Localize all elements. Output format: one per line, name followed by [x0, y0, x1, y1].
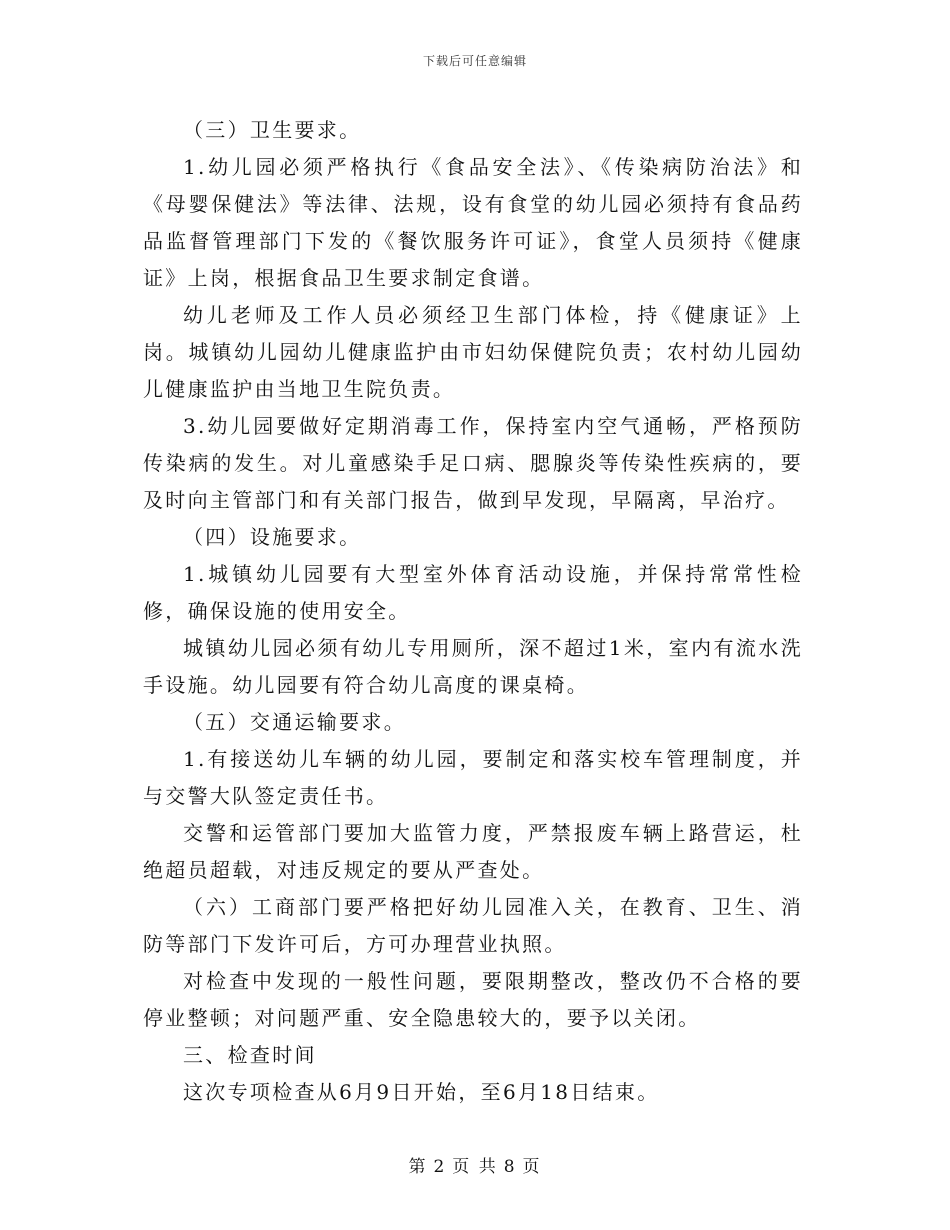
footer-prefix: 第 — [408, 1157, 428, 1177]
paragraph-transport-heading: （五）交通运输要求。 — [183, 710, 406, 734]
paragraph-facilities-heading: （四）设施要求。 — [183, 525, 362, 549]
paragraph-transport-2: 交警和运管部门要加大监管力度，严禁报废车辆上路营运，杜绝超员超载，对违反规定的要从严查处。 — [143, 821, 803, 882]
paragraph-schedule: 这次专项检查从6月9日开始，至6月18日结束。 — [183, 1080, 660, 1104]
paragraph-sanitation-2: 幼儿老师及工作人员必须经卫生部门体检，持《健康证》上岗。城镇幼儿园幼儿健康监护由市妇幼保健院负责；农村幼儿园幼儿健康监护由当地卫生院负责。 — [143, 303, 803, 401]
paragraph-sanitation-heading: （三）卫生要求。 — [183, 118, 362, 142]
footer-suffix: 页 — [522, 1157, 542, 1177]
paragraph-facilities-1: 1.城镇幼儿园要有大型室外体育活动设施，并保持常常性检修，确保设施的使用安全。 — [143, 562, 803, 623]
paragraph-rectification: 对检查中发现的一般性问题，要限期整改，整改仍不合格的要停业整顿；对问题严重、安全隐患较大的，要予以关闭。 — [143, 969, 803, 1030]
paragraph-schedule-heading: 三、检查时间 — [183, 1043, 317, 1067]
footer-total-pages: 8 — [503, 1157, 517, 1177]
footer-middle: 页 共 — [452, 1157, 498, 1177]
document-body — [143, 112, 803, 1111]
paragraph-sanitation-3: 3.幼儿园要做好定期消毒工作，保持室内空气通畅，严格预防传染病的发生。对儿童感染手足口病、腮腺炎等传染性疾病的，要及时向主管部门和有关部门报告，做到早发现，早隔离，早治疗。 — [143, 414, 803, 512]
paragraph-commerce: （六）工商部门要严格把好幼儿园准入关，在教育、卫生、消防等部门下发许可后，方可办理营业执照。 — [143, 895, 803, 956]
header-note: 下载后可任意编辑 — [422, 54, 527, 68]
paragraph-sanitation-1: 1.幼儿园必须严格执行《食品安全法》、《传染病防治法》和《母婴保健法》等法律、法规，设有食堂的幼儿园必须持有食品药品监督管理部门下发的《餐饮服务许可证》，食堂人员须持《健康证》上岗，根据食品卫生要求制定食谱。 — [143, 155, 803, 290]
footer-page-number: 2 — [433, 1157, 447, 1177]
paragraph-transport-1: 1.有接送幼儿车辆的幼儿园，要制定和落实校车管理制度，并与交警大队签定责任书。 — [143, 747, 803, 808]
paragraph-facilities-2: 城镇幼儿园必须有幼儿专用厕所，深不超过1米，室内有流水洗手设施。幼儿园要有符合幼儿高度的课桌椅。 — [143, 636, 803, 697]
page-footer — [0, 1152, 950, 1177]
